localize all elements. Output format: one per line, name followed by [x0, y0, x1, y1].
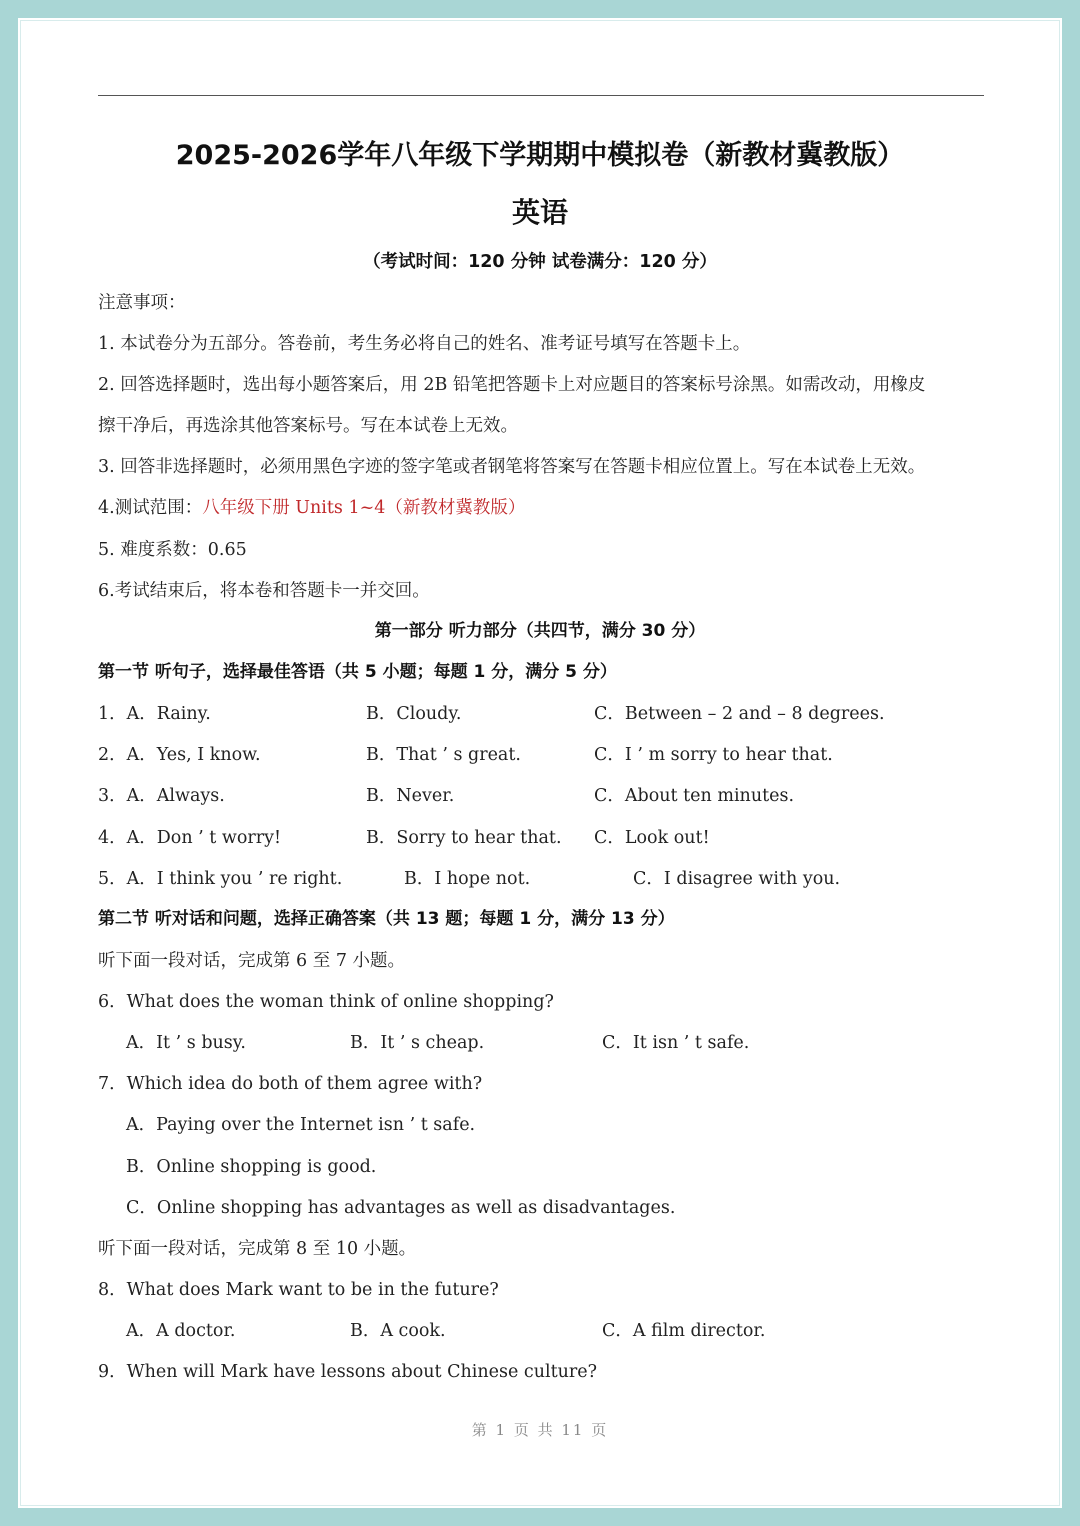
q7-option-c: C．Online shopping has advantages as well as disadvantages. [126, 1198, 676, 1218]
q1-option-c: C．Between – 2 and – 8 degrees. [594, 704, 885, 724]
q9-stem: 9．When will Mark have lessons about Chinese culture? [98, 1362, 597, 1382]
note-2b: 擦干净后，再选涂其他答案标号。写在本试卷上无效。 [98, 416, 518, 436]
q4-option-b: B．Sorry to hear that. [366, 828, 562, 848]
exam-title: 2025-2026学年八年级下学期期中模拟卷（新教材冀教版） [175, 140, 905, 171]
q6-stem: 6．What does the woman think of online shopping? [98, 992, 554, 1012]
notes-heading: 注意事项： [98, 293, 186, 313]
note-5: 5. 难度系数：0.65 [98, 540, 247, 560]
note-2a: 2. 回答选择题时，选出每小题答案后，用 2B 铅笔把答题卡上对应题目的答案标号涂黑。如需改动，用橡皮 [98, 375, 926, 395]
q6-option-b: B．It ’ s cheap. [350, 1033, 485, 1053]
q2-option-a: 2．A．Yes, I know. [98, 745, 261, 765]
q8-stem: 8．What does Mark want to be in the future? [98, 1280, 499, 1300]
q4-option-a: 4．A．Don ’ t worry! [98, 828, 282, 848]
q5-option-b: B．I hope not. [404, 869, 531, 889]
q8-option-c: C．A film director. [602, 1321, 766, 1341]
q6-option-a: A．It ’ s busy. [126, 1033, 246, 1053]
q1-option-a: 1．A．Rainy. [98, 704, 211, 724]
note-1: 1. 本试卷分为五部分。答卷前，考生务必将自己的姓名、准考证号填写在答题卡上。 [98, 334, 751, 354]
note-3: 3. 回答非选择题时，必须用黑色字迹的签字笔或者钢笔将答案写在答题卡相应位置上。写在本试卷上无效。 [98, 457, 926, 477]
note-6: 6.考试结束后，将本卷和答题卡一并交回。 [98, 581, 430, 601]
q4-option-c: C．Look out! [594, 828, 710, 848]
q8-option-b: B．A cook. [350, 1321, 446, 1341]
page-footer: 第 1 页 共 11 页 [471, 1421, 609, 1439]
q5-option-c: C．I disagree with you. [633, 869, 841, 889]
subject-title: 英语 [511, 196, 568, 229]
q8-option-a: A．A doctor. [126, 1321, 236, 1341]
q7-stem: 7．Which idea do both of them agree with? [98, 1074, 483, 1094]
note-4 [98, 496, 525, 520]
exam-info: （考试时间：120 分钟 试卷满分：120 分） [363, 252, 717, 272]
q6-option-c: C．It isn ’ t safe. [602, 1033, 750, 1053]
q3-option-b: B．Never. [366, 786, 455, 806]
section2-intro-1: 听下面一段对话，完成第 6 至 7 小题。 [98, 951, 406, 971]
part1-heading: 第一部分 听力部分（共四节，满分 30 分） [374, 621, 706, 641]
q2-option-c: C．I ’ m sorry to hear that. [594, 745, 833, 765]
section2-intro-2: 听下面一段对话，完成第 8 至 10 小题。 [98, 1239, 417, 1259]
section1-heading: 第一节 听句子，选择最佳答语（共 5 小题；每题 1 分，满分 5 分） [98, 662, 617, 682]
q2-option-b: B．That ’ s great. [366, 745, 521, 765]
q1-option-b: B．Cloudy. [366, 704, 462, 724]
q3-option-a: 3．A．Always. [98, 786, 225, 806]
note-4-label: 4.测试范围： [98, 498, 203, 518]
note-4-scope: 八年级下册 Units 1~4（新教材冀教版） [202, 498, 526, 518]
q7-option-a: A．Paying over the Internet isn ’ t safe. [126, 1115, 476, 1135]
section2-heading: 第二节 听对话和问题，选择正确答案（共 13 题；每题 1 分，满分 13 分） [98, 909, 675, 929]
q7-option-b: B．Online shopping is good. [126, 1157, 377, 1177]
q5-option-a: 5．A．I think you ’ re right. [98, 869, 343, 889]
q3-option-c: C．About ten minutes. [594, 786, 795, 806]
header-rule [98, 95, 984, 96]
